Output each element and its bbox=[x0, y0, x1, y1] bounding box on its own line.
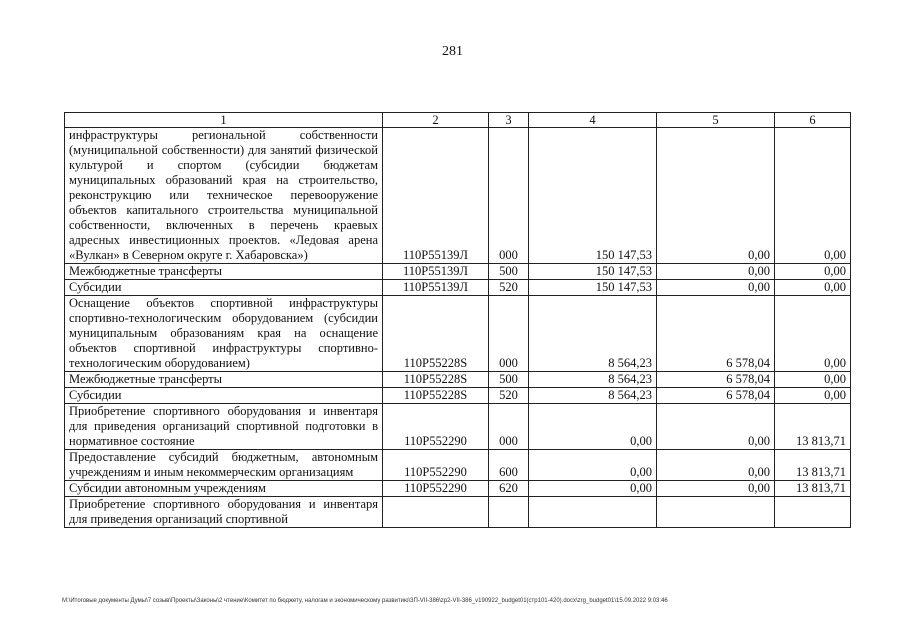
row-name: Приобретение спортивного оборудования и инвентаря для приведения организаций спортивной bbox=[65, 497, 383, 528]
amount-col5: 6 578,04 bbox=[657, 388, 775, 404]
table-header-row bbox=[65, 113, 851, 128]
expense-type: 500 bbox=[489, 372, 529, 388]
expense-type: 000 bbox=[489, 296, 529, 372]
amount-col5: 0,00 bbox=[657, 481, 775, 497]
column-header: 2 bbox=[383, 113, 489, 128]
amount-col5: 0,00 bbox=[657, 280, 775, 296]
target-code: 110Р55228S bbox=[383, 388, 489, 404]
amount-col4: 8 564,23 bbox=[529, 296, 657, 372]
amount-col6: 13 813,71 bbox=[775, 404, 851, 450]
row-name: Оснащение объектов спортивной инфраструктуры спортивно-технологическим оборудованием (субсидии муниципальным образованиям края на оснащение объектов спортивной инфраструктуры спортивно-технологическим оборудованием) bbox=[65, 296, 383, 372]
amount-col4: 0,00 bbox=[529, 404, 657, 450]
table-row bbox=[65, 280, 851, 296]
amount-col6: 0,00 bbox=[775, 296, 851, 372]
amount-col4: 8 564,23 bbox=[529, 388, 657, 404]
column-header: 6 bbox=[775, 113, 851, 128]
amount-col4: 150 147,53 bbox=[529, 128, 657, 264]
table-row bbox=[65, 372, 851, 388]
amount-col5: 0,00 bbox=[657, 450, 775, 481]
row-name: инфраструктуры региональной собственности (муниципальной собственности) для занятий физической культурой и спортом (субсидии бюджетам муниципальных образований края на строительство, реконструкцию или техническое перевооружение объектов капитального строительства муниципальной собственности, включенных в перечень краевых адресных инвестиционных проектов. «Ледовая арена «Вулкан» в Северном округе г. Хабаровска») bbox=[65, 128, 383, 264]
expense-type: 600 bbox=[489, 450, 529, 481]
amount-col4: 8 564,23 bbox=[529, 372, 657, 388]
row-name: Субсидии автономным учреждениям bbox=[65, 481, 383, 497]
column-header: 3 bbox=[489, 113, 529, 128]
table-row bbox=[65, 128, 851, 264]
row-name: Субсидии bbox=[65, 388, 383, 404]
amount-col6 bbox=[775, 497, 851, 528]
amount-col6: 13 813,71 bbox=[775, 450, 851, 481]
amount-col5: 0,00 bbox=[657, 404, 775, 450]
column-header: 1 bbox=[65, 113, 383, 128]
expense-type: 520 bbox=[489, 388, 529, 404]
target-code: 110Р552290 bbox=[383, 404, 489, 450]
target-code: 110Р55139Л bbox=[383, 280, 489, 296]
amount-col4: 0,00 bbox=[529, 450, 657, 481]
amount-col4 bbox=[529, 497, 657, 528]
expense-type: 000 bbox=[489, 404, 529, 450]
budget-table bbox=[64, 112, 851, 528]
amount-col6: 0,00 bbox=[775, 372, 851, 388]
amount-col5: 6 578,04 bbox=[657, 372, 775, 388]
target-code: 110Р55139Л bbox=[383, 128, 489, 264]
document-path-footer: M:\Итоговые документы Думы\7 созыв\Проекты\Законы\2 чтение\Комитет по бюджету, налогам и экономическому развитию\3П-VII-386\zp2-VII-386_v190922_budget01(стр101-420).docx\zrg_budget01\15.09.2022 9:03:46 bbox=[62, 598, 668, 604]
amount-col4: 150 147,53 bbox=[529, 280, 657, 296]
row-name: Межбюджетные трансферты bbox=[65, 264, 383, 280]
target-code: 110Р552290 bbox=[383, 450, 489, 481]
table-row bbox=[65, 264, 851, 280]
target-code: 110Р552290 bbox=[383, 481, 489, 497]
amount-col4: 0,00 bbox=[529, 481, 657, 497]
amount-col5: 6 578,04 bbox=[657, 296, 775, 372]
table-row bbox=[65, 388, 851, 404]
amount-col5 bbox=[657, 497, 775, 528]
amount-col6: 0,00 bbox=[775, 128, 851, 264]
amount-col6: 0,00 bbox=[775, 264, 851, 280]
table-row bbox=[65, 481, 851, 497]
amount-col6: 0,00 bbox=[775, 388, 851, 404]
expense-type: 520 bbox=[489, 280, 529, 296]
row-name: Приобретение спортивного оборудования и инвентаря для приведения организаций спортивной подготовки в нормативное состояние bbox=[65, 404, 383, 450]
expense-type: 500 bbox=[489, 264, 529, 280]
table-row bbox=[65, 450, 851, 481]
row-name: Межбюджетные трансферты bbox=[65, 372, 383, 388]
table-row bbox=[65, 296, 851, 372]
row-name: Субсидии bbox=[65, 280, 383, 296]
amount-col5: 0,00 bbox=[657, 264, 775, 280]
column-header: 4 bbox=[529, 113, 657, 128]
expense-type: 620 bbox=[489, 481, 529, 497]
amount-col5: 0,00 bbox=[657, 128, 775, 264]
amount-col4: 150 147,53 bbox=[529, 264, 657, 280]
amount-col6: 0,00 bbox=[775, 280, 851, 296]
target-code: 110Р55228S bbox=[383, 372, 489, 388]
amount-col6: 13 813,71 bbox=[775, 481, 851, 497]
table-row bbox=[65, 404, 851, 450]
target-code bbox=[383, 497, 489, 528]
target-code: 110Р55228S bbox=[383, 296, 489, 372]
table-row bbox=[65, 497, 851, 528]
row-name: Предоставление субсидий бюджетным, автономным учреждениям и иным некоммерческим организациям bbox=[65, 450, 383, 481]
target-code: 110Р55139Л bbox=[383, 264, 489, 280]
page-number: 281 bbox=[442, 44, 463, 59]
column-header: 5 bbox=[657, 113, 775, 128]
expense-type: 000 bbox=[489, 128, 529, 264]
expense-type bbox=[489, 497, 529, 528]
